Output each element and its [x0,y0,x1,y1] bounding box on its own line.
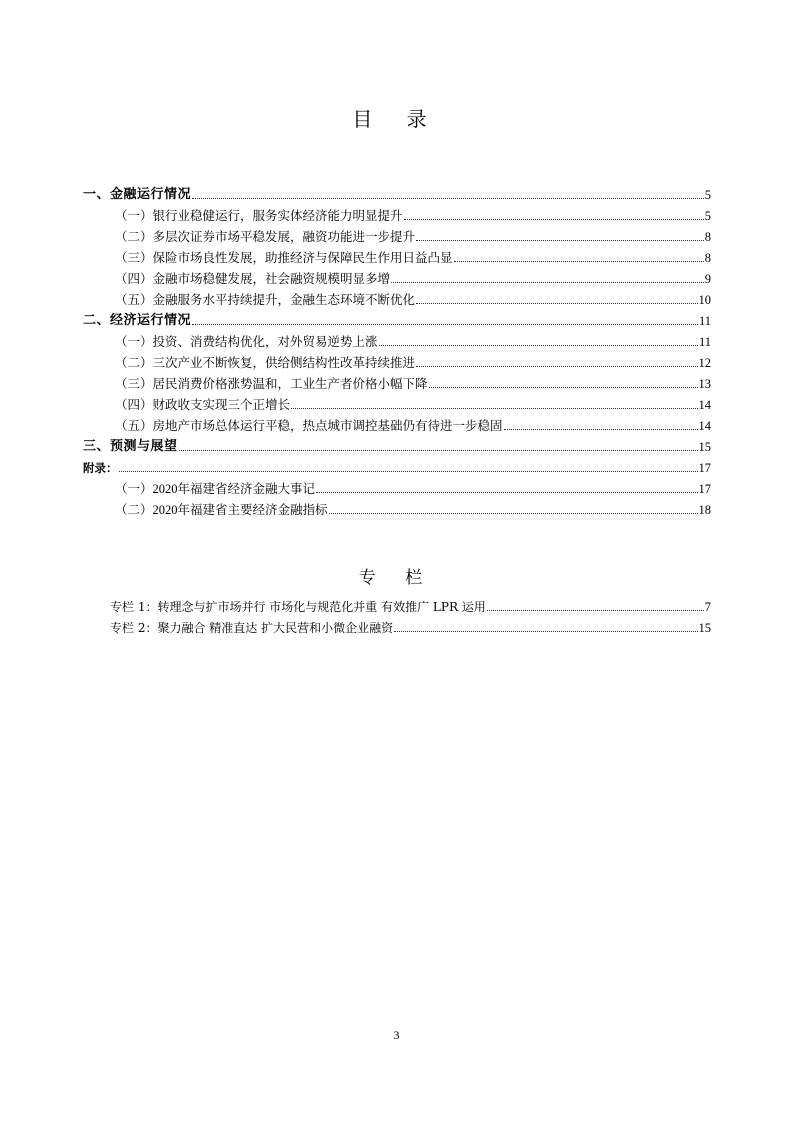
toc-entry-title: 二、经济运行情况 [83,313,192,328]
toc-entry-title: （四）财政收支实现三个正增长 [115,398,291,412]
toc-entry[interactable] [83,202,711,223]
toc-entry[interactable] [83,412,711,433]
toc-entry-title: （二）多层次证券市场平稳发展，融资功能进一步提升 [115,230,416,244]
page-number: 3 [393,1028,400,1042]
toc-entry-page: 10 [698,293,711,307]
toc-entry-page: 11 [698,314,711,328]
dot-leader [379,344,698,346]
toc-entry-page: 14 [698,398,711,412]
toc-entry-page: 17 [698,461,711,475]
toc-entry[interactable] [83,433,711,454]
toc-entry-title: 一、金融运行情况 [83,187,192,202]
toc-entry-title: 三、预测与展望 [83,439,178,454]
toc-entry-page: 15 [698,621,711,635]
toc-entry-title: （一）投资、消费结构优化，对外贸易逆势上涨 [115,335,378,349]
toc-entry-page: 5 [704,188,711,202]
toc-entry-page: 17 [698,482,711,496]
toc-entry-page: 12 [698,356,711,370]
toc-entry-title: （五）房地产市场总体运行平稳，热点城市调控基础仍有待进一步稳固 [115,419,503,433]
toc-entry-title: （二）2020年福建省主要经济金融指标 [115,503,328,517]
dot-leader [429,386,698,388]
toc-entry-title: （一）2020年福建省经济金融大事记 [115,482,316,496]
dot-leader [394,630,697,632]
toc-entry-title: （五）金融服务水平持续提升，金融生态环境不断优化 [115,293,416,307]
toc-entry-page: 7 [704,600,711,614]
dot-leader [416,302,697,304]
toc-entry-page: 8 [704,251,711,265]
toc-heading: 目 录 [352,107,441,131]
dot-leader [179,449,698,451]
dot-leader [192,323,698,325]
dot-leader [329,512,698,514]
toc-entry[interactable] [110,614,711,635]
toc-entry[interactable] [83,391,711,412]
toc-entry[interactable] [83,265,711,286]
toc-entry-title: （三）居民消费价格涨势温和，工业生产者价格小幅下降 [115,377,428,391]
toc-entry-page: 18 [698,503,711,517]
toc-entry-page: 13 [698,377,711,391]
toc-entry-title: 专栏 1：转理念与扩市场并行 市场化与规范化并重 有效推广 LPR 运用 [110,600,486,614]
dot-leader [416,365,697,367]
dot-leader [391,281,704,283]
toc-entry-title: （二）三次产业不断恢复，供给侧结构性改革持续推进 [115,356,416,370]
columns-heading: 专 栏 [358,568,435,588]
dot-leader [316,491,697,493]
toc-entry-title: （四）金融市场稳健发展，社会融资规模明显多增 [115,272,391,286]
toc-entry-title: （一）银行业稳健运行，服务实体经济能力明显提升 [115,209,403,223]
toc-entry[interactable] [83,328,711,349]
toc-entry[interactable] [83,370,711,391]
dot-leader [404,218,704,220]
toc-entry-page: 14 [698,419,711,433]
toc-entry[interactable] [83,349,711,370]
toc-entry[interactable] [83,244,711,265]
toc-entry-title: 专栏 2：聚力融合 精准直达 扩大民营和小微企业融资 [110,621,394,635]
toc-entry[interactable] [83,181,711,202]
toc-entry[interactable] [83,454,711,475]
toc-entry-title: 附录： [83,461,118,475]
dot-leader [416,239,704,241]
dot-leader [454,260,704,262]
dot-leader [291,407,697,409]
toc-entry[interactable] [110,593,711,614]
toc-entry-title: （三）保险市场良性发展，助推经济与保障民生作用日益凸显 [115,251,453,265]
toc-entry[interactable] [83,475,711,496]
toc-entry-page: 15 [698,440,711,454]
toc-entry[interactable] [83,307,711,328]
toc-entry-page: 9 [704,272,711,286]
toc-entry[interactable] [83,286,711,307]
columns-list [110,593,711,635]
dot-leader [192,197,704,199]
toc-entry-page: 5 [704,209,711,223]
dot-leader [504,428,698,430]
table-of-contents [83,181,711,517]
toc-entry[interactable] [83,496,711,517]
toc-entry[interactable] [83,223,711,244]
dot-leader [119,470,698,472]
dot-leader [487,609,704,611]
toc-entry-page: 8 [704,230,711,244]
toc-entry-page: 11 [698,335,711,349]
